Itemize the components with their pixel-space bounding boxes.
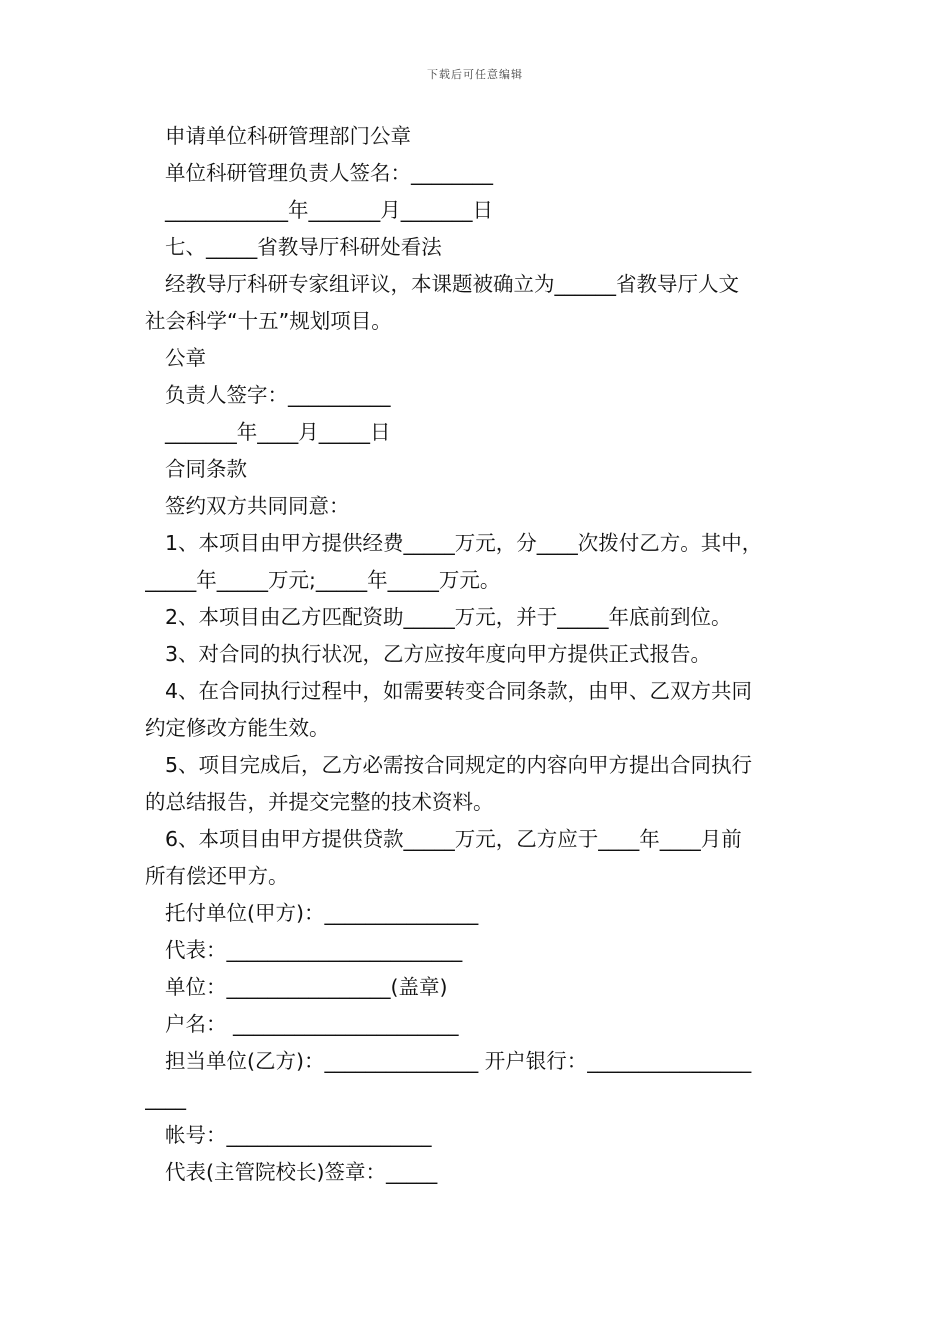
- doc-line: 6、本项目由甲方提供贷款_____万元，乙方应于____年____月前: [165, 827, 742, 851]
- doc-line: 3、对合同的执行状况，乙方应按年度向甲方提供正式报告。: [165, 642, 712, 666]
- doc-line: 约定修改方能生效。: [145, 716, 330, 740]
- doc-line: ____________年_______月_______日: [165, 198, 493, 222]
- doc-line: 单位：________________(盖章): [165, 975, 448, 999]
- document-body: [145, 118, 820, 1191]
- doc-line: _______年____月_____日: [165, 420, 391, 444]
- doc-line: 4、在合同执行过程中，如需要转变合同条款，由甲、乙双方共同: [165, 679, 753, 703]
- doc-line: 社会科学“十五”规划项目。: [145, 309, 392, 333]
- doc-line: 托付单位(甲方)：_______________: [165, 901, 479, 925]
- doc-line: 2、本项目由乙方匹配资助_____万元，并于_____年底前到位。: [165, 605, 732, 629]
- doc-line: 单位科研管理负责人签名：________: [165, 161, 493, 185]
- doc-line: 5、项目完成后，乙方必需按合同规定的内容向甲方提出合同执行: [165, 753, 753, 777]
- doc-line: _____年_____万元;_____年_____万元。: [145, 568, 501, 592]
- doc-line: 负责人签字：__________: [165, 383, 391, 407]
- doc-line: 合同条款: [165, 457, 247, 481]
- doc-line: 七、_____省教导厅科研处看法: [165, 235, 442, 259]
- doc-line: 代表(主管院校长)签章：_____: [165, 1160, 438, 1184]
- doc-line: ____: [145, 1086, 186, 1110]
- doc-line: 签约双方共同同意：: [165, 494, 350, 518]
- doc-line: 1、本项目由甲方提供经费_____万元，分____次拨付乙方。其中，: [165, 531, 763, 555]
- doc-line: 所有偿还甲方。: [145, 864, 289, 888]
- doc-line: 申请单位科研管理部门公章: [165, 124, 411, 148]
- doc-line: 户名： ______________________: [165, 1012, 459, 1036]
- page-header-note: 下载后可任意编辑: [427, 68, 523, 81]
- doc-line: 经教导厅科研专家组评议，本课题被确立为______省教导厅人文: [165, 272, 739, 296]
- doc-line: 的总结报告，并提交完整的技术资料。: [145, 790, 494, 814]
- doc-line: 担当单位(乙方)：_______________ 开户银行：________________: [165, 1049, 752, 1073]
- doc-line: 帐号：____________________: [165, 1123, 432, 1147]
- doc-line: 代表：_______________________: [165, 938, 463, 962]
- doc-line: 公章: [165, 346, 206, 370]
